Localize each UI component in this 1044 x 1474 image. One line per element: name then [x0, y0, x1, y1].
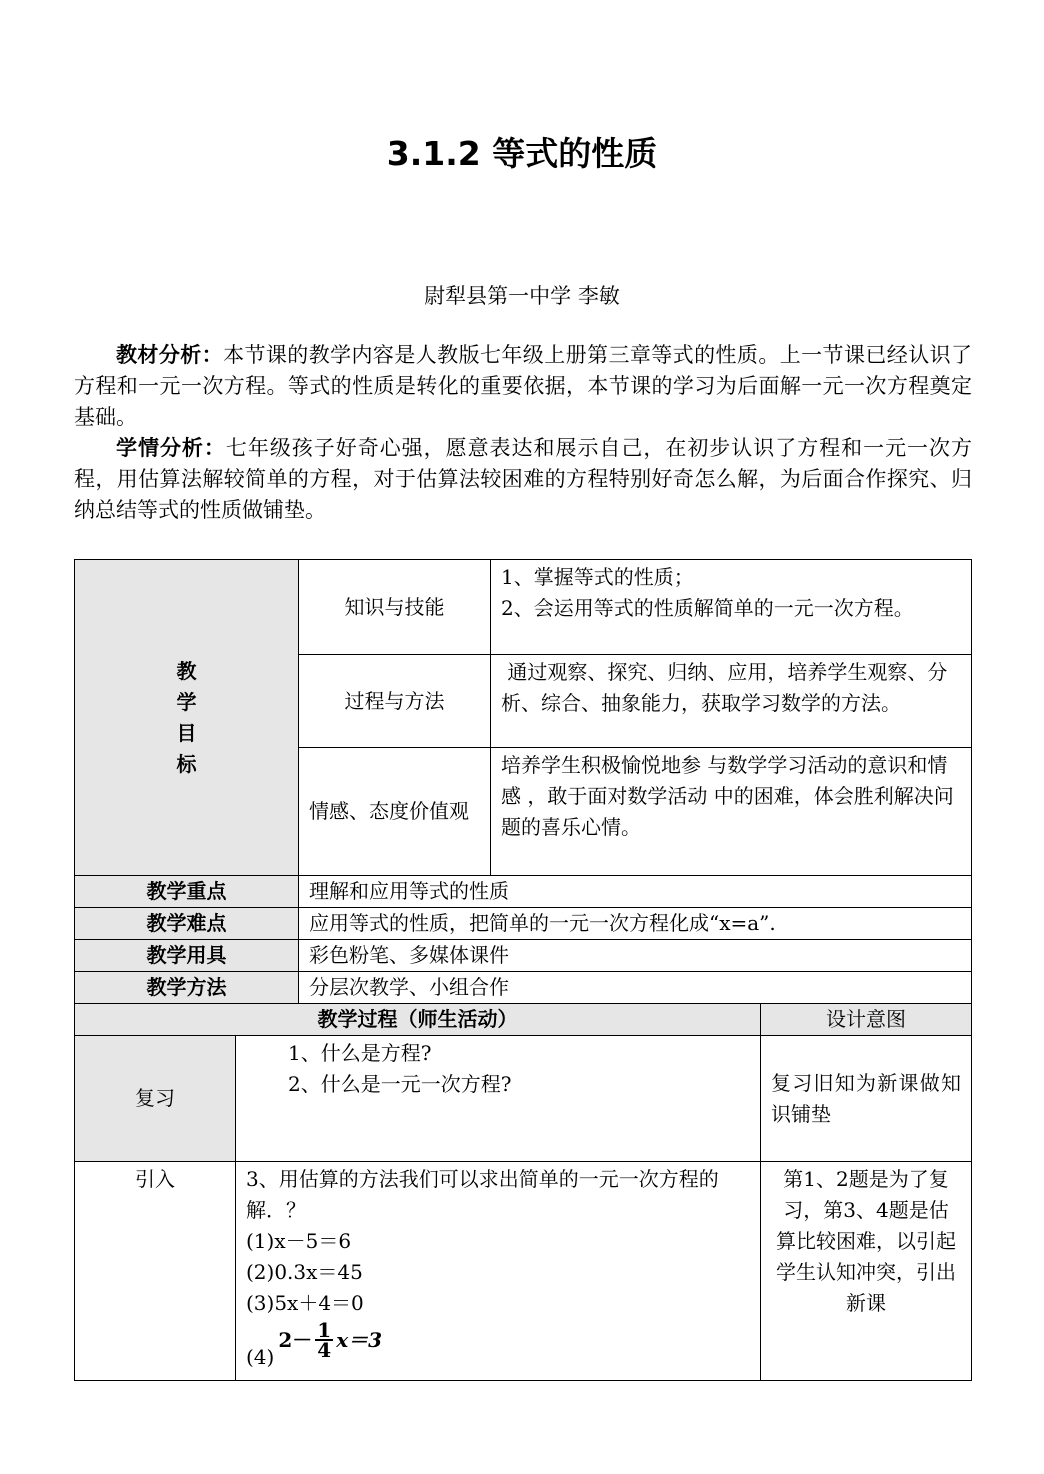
goals-header-char: 学 [176, 689, 197, 714]
fraction-numerator: 1 [317, 1318, 332, 1342]
introduce-question: 3、用估算的方法我们可以求出简单的一元一次方程的解．？ [246, 1167, 719, 1222]
material-analysis-label: 教材分析： [116, 343, 224, 367]
equation-4-prefix: (4) [246, 1345, 275, 1369]
intent-header: 设计意图 [760, 1003, 972, 1036]
student-analysis [74, 433, 972, 526]
review-label: 复习 [74, 1035, 236, 1162]
equation-4 [246, 1318, 750, 1373]
review-intent: 复习旧知为新课做知识铺垫 [760, 1035, 972, 1162]
goals-header-char: 标 [176, 751, 197, 776]
goal-line: 1、掌握等式的性质； [501, 565, 694, 589]
fraction [315, 1318, 333, 1362]
goals-header [74, 559, 299, 876]
material-analysis-text: 本节课的教学内容是人教版七年级上册第三章等式的性质。上一节课已经认识了方程和一元一次方程。等式的性质是转化的重要依据，本节课的学习为后面解一元一次方程奠定基础。 [74, 343, 973, 429]
goal-label-knowledge: 知识与技能 [298, 559, 491, 655]
introduce-label: 引入 [74, 1161, 236, 1381]
review-question-1: 1、什么是方程? [288, 1041, 432, 1065]
equation-1: (1)x－5＝6 [246, 1229, 352, 1253]
review-question-2: 2、什么是一元一次方程? [288, 1072, 512, 1096]
equation-4-formula [278, 1318, 383, 1362]
goal-line: 2、会运用等式的性质解简单的一元一次方程。 [501, 596, 914, 620]
tools-label: 教学用具 [74, 939, 299, 972]
review-content [235, 1035, 761, 1162]
author-line: 尉犁县第一中学 李敏 [424, 284, 620, 308]
equation-4-left: 2－ [278, 1327, 313, 1352]
method-value: 分层次教学、小组合作 [298, 971, 972, 1004]
equation-4-right: x＝3 [336, 1327, 383, 1352]
introduce-intent: 第1、2题是为了复习，第3、4题是估算比较困难，以引起学生认知冲突，引出新课 [760, 1161, 972, 1381]
introduce-content [235, 1161, 761, 1381]
goal-label-process: 过程与方法 [298, 654, 491, 748]
goal-label-attitude: 情感、态度价值观 [298, 747, 491, 876]
page-title: 3.1.2 等式的性质 [386, 134, 658, 173]
method-label: 教学方法 [74, 971, 299, 1004]
equation-2: (2)0.3x＝45 [246, 1260, 363, 1284]
goals-header-char: 目 [176, 720, 197, 745]
goal-content-process: 通过观察、探究、归纳、应用，培养学生观察、分析、综合、抽象能力，获取学习数学的方法。 [490, 654, 972, 748]
fraction-denominator: 4 [317, 1338, 332, 1362]
student-analysis-text: 七年级孩子好奇心强，愿意表达和展示自己，在初步认识了方程和一元一次方程，用估算法解较简单的方程，对于估算法较困难的方程特别好奇怎么解，为后面合作探究、归纳总结等式的性质做铺垫。 [74, 436, 973, 522]
difficulty-label: 教学难点 [74, 907, 299, 940]
intro-section [74, 340, 972, 526]
process-header: 教学过程（师生活动） [74, 1003, 761, 1036]
student-analysis-label: 学情分析： [116, 436, 226, 460]
difficulty-value: 应用等式的性质，把简单的一元一次方程化成“x=a”. [298, 907, 972, 940]
goal-content-attitude: 培养学生积极愉悦地参 与数学学习活动的意识和情感 ，敢于面对数学活动 中的困难，体会胜利解决问题的喜乐心情。 [490, 747, 972, 876]
key-point-label: 教学重点 [74, 875, 299, 908]
goal-content-knowledge [490, 559, 972, 655]
tools-value: 彩色粉笔、多媒体课件 [298, 939, 972, 972]
material-analysis [74, 340, 972, 433]
equation-3: (3)5x＋4＝0 [246, 1291, 364, 1315]
goals-header-char: 教 [176, 658, 197, 683]
key-point-value: 理解和应用等式的性质 [298, 875, 972, 908]
